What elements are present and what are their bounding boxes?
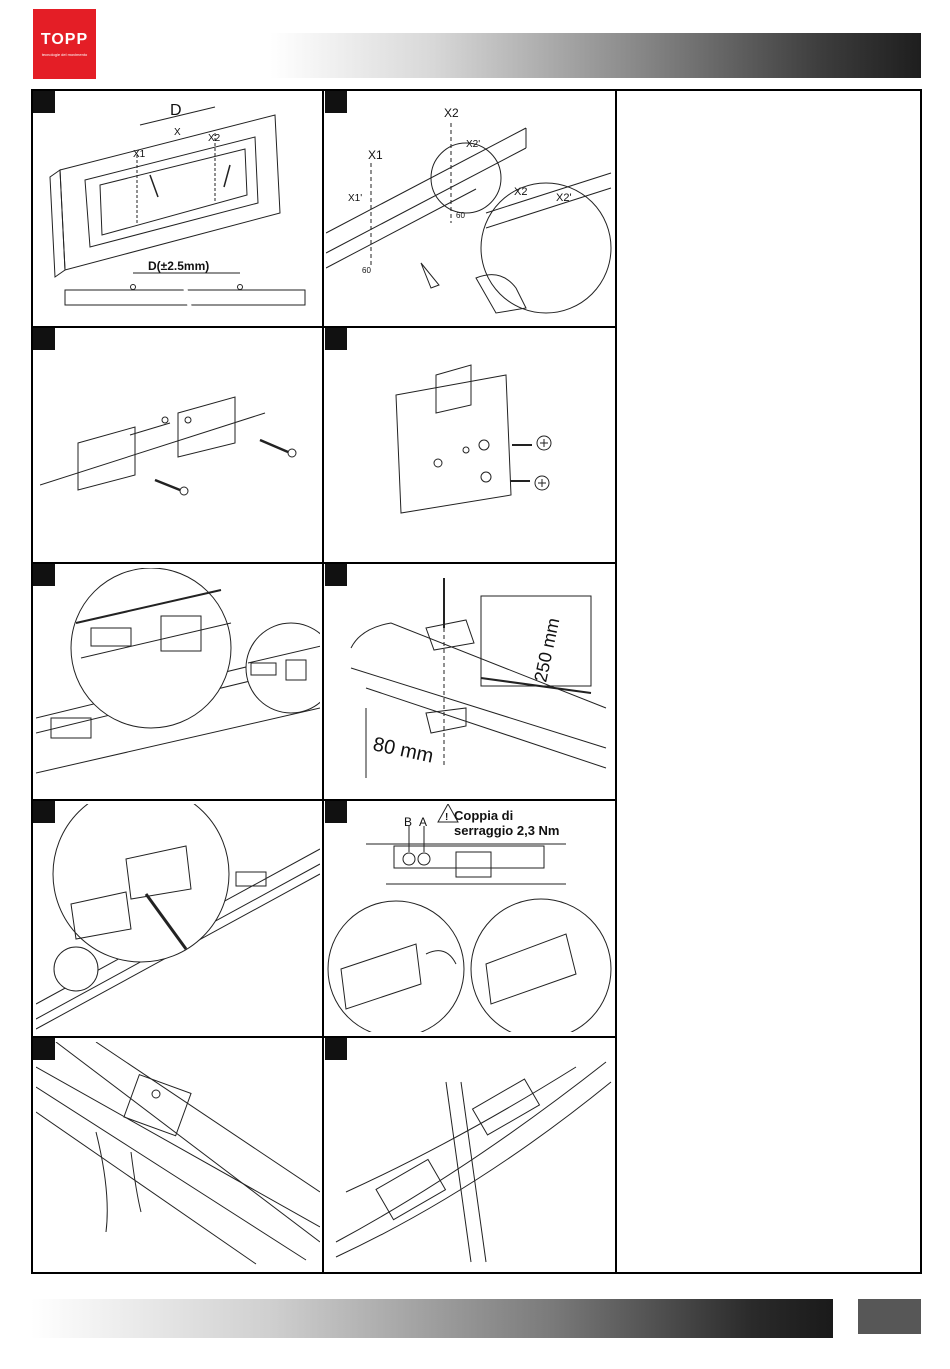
zoom-circle-large	[71, 568, 231, 728]
grid-divider-row1	[31, 326, 617, 328]
dimension-80mm: 80 mm	[370, 733, 436, 768]
page-number-box	[858, 1299, 921, 1334]
grid-divider-row2	[31, 562, 617, 564]
label-a: A	[419, 815, 428, 829]
d-tolerance-label: D(±2.5mm)	[148, 259, 210, 273]
nut	[479, 440, 489, 450]
hole-a	[418, 853, 430, 865]
panel-9-clip-figure	[36, 1042, 320, 1270]
pencil-icon	[421, 263, 439, 288]
panel-5-rail-zoom-figure	[36, 568, 320, 796]
screw-icon	[155, 440, 288, 490]
zoom-circle-small	[431, 143, 501, 213]
zoom-x2-prime-label: X2'	[556, 192, 572, 204]
logo-wordmark: TOPP	[40, 31, 89, 48]
panel-4-plate-figure	[326, 335, 614, 559]
bracket-assembly	[376, 1159, 445, 1219]
nut	[481, 472, 491, 482]
dimension-250mm: 250 mm	[530, 616, 564, 684]
panel-3-bracket-screws-figure	[40, 335, 320, 559]
x2-label-top: X2	[444, 106, 459, 120]
x1-prime-label: X1'	[348, 193, 363, 204]
grid-divider-col2	[615, 89, 617, 1274]
bracket-right	[178, 397, 235, 457]
torque-line-1: Coppia di	[454, 808, 514, 823]
door-glass-frame	[85, 137, 258, 247]
footer-gradient-bar	[31, 1299, 833, 1338]
panel-8-torque-figure	[326, 804, 614, 1032]
grid-divider-row3	[31, 799, 617, 801]
x2-prime-label-top: X2'	[466, 139, 481, 150]
panel-2-drilling-figure	[326, 93, 614, 323]
torque-line-2: serraggio 2,3 Nm	[454, 823, 560, 838]
logo-tagline: tecnologie del movimento	[41, 52, 88, 57]
panel-1-door-measure-figure	[40, 95, 320, 323]
zoom-circle-small	[246, 623, 320, 713]
d-label: D	[170, 102, 182, 119]
hole-b	[403, 853, 415, 865]
header-gradient-bar	[270, 33, 921, 78]
panel-7-bracket-zoom-figure	[36, 804, 320, 1032]
bracket-assembly	[473, 1079, 540, 1135]
zoom-circle-large	[481, 183, 611, 313]
x1-label: X1	[133, 149, 146, 160]
grid-divider-row4	[31, 1036, 617, 1038]
panel-10-cover-figure	[326, 1042, 614, 1270]
mounting-plate	[396, 375, 511, 513]
bracket-left	[78, 427, 135, 490]
topp-logo	[33, 9, 96, 79]
zoom-circle-right	[471, 899, 611, 1032]
zoom-circle-small	[54, 947, 98, 991]
zoom-x2-label: X2	[514, 186, 528, 198]
svg-text:!: !	[445, 812, 449, 823]
x-label: X	[174, 127, 181, 138]
x1-label: X1	[368, 148, 383, 162]
x2-label: X2	[208, 133, 221, 144]
dimension-60-bottom: 60	[362, 266, 371, 275]
clip	[426, 620, 474, 650]
grid-divider-col1	[322, 89, 324, 1274]
panel-6-dimension-figure	[326, 568, 614, 796]
label-b: B	[404, 815, 413, 829]
dimension-60-top: 60	[456, 211, 465, 220]
clip	[124, 1075, 191, 1136]
